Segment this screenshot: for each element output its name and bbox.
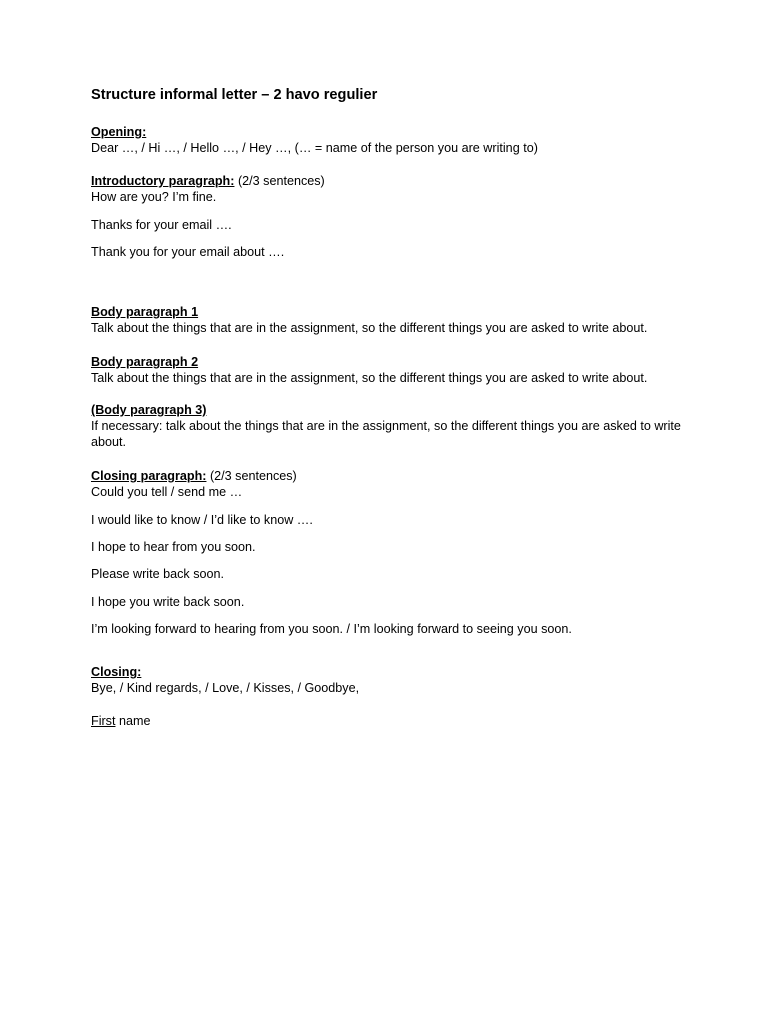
body-paragraph-2-heading: Body paragraph 2 xyxy=(91,355,199,369)
closing-paragraph-line-3: I hope to hear from you soon. xyxy=(91,540,256,554)
signature-first: First xyxy=(91,714,116,728)
body-paragraph-3-section xyxy=(91,402,681,450)
opening-section xyxy=(91,124,691,156)
introductory-heading: Introductory paragraph: xyxy=(91,174,235,188)
introductory-line-3: Thank you for your email about …. xyxy=(91,245,285,259)
closing-heading: Closing: xyxy=(91,665,142,679)
introductory-extra-2 xyxy=(91,244,691,260)
introductory-note: (2/3 sentences) xyxy=(234,174,325,188)
body-paragraph-3-text: If necessary: talk about the things that are in the assignment, so the different things you are asked to write about. xyxy=(91,419,681,449)
closing-line: Bye, / Kind regards, / Love, / Kisses, / Goodbye, xyxy=(91,681,360,695)
closing-paragraph-heading: Closing paragraph: xyxy=(91,469,207,483)
body-paragraph-1-text: Talk about the things that are in the assignment, so the different things you are asked to write about. xyxy=(91,321,648,335)
opening-line: Dear …, / Hi …, / Hello …, / Hey …, (… = name of the person you are writing to) xyxy=(91,141,538,155)
document-title: Structure informal letter – 2 havo regulier xyxy=(91,87,378,103)
closing-paragraph-extra-5 xyxy=(91,621,691,637)
body-paragraph-2-text: Talk about the things that are in the assignment, so the different things you are asked to write about. xyxy=(91,371,648,385)
body-paragraph-1-section xyxy=(91,304,691,336)
closing-paragraph-line-5: I hope you write back soon. xyxy=(91,595,245,609)
body-paragraph-1-heading: Body paragraph 1 xyxy=(91,305,199,319)
closing-section xyxy=(91,664,691,696)
signature-section xyxy=(91,713,691,729)
body-paragraph-2-section xyxy=(91,354,691,386)
closing-paragraph-line-6: I’m looking forward to hearing from you soon. / I’m looking forward to seeing you soon. xyxy=(91,622,572,636)
introductory-section xyxy=(91,173,691,205)
closing-paragraph-extra-1 xyxy=(91,512,691,528)
signature-line xyxy=(91,713,691,729)
introductory-heading-line xyxy=(91,173,691,189)
introductory-line-2: Thanks for your email …. xyxy=(91,218,232,232)
closing-paragraph-extra-4 xyxy=(91,594,691,610)
closing-paragraph-extra-2 xyxy=(91,539,691,555)
closing-paragraph-section xyxy=(91,468,691,500)
introductory-extra-1 xyxy=(91,217,691,233)
closing-paragraph-extra-3 xyxy=(91,566,691,582)
opening-heading: Opening: xyxy=(91,125,147,139)
closing-paragraph-line-1: Could you tell / send me … xyxy=(91,485,243,499)
closing-paragraph-heading-line xyxy=(91,468,691,484)
body-paragraph-3-heading: (Body paragraph 3) xyxy=(91,403,207,417)
closing-paragraph-line-2: I would like to know / I’d like to know …. xyxy=(91,513,313,527)
introductory-line-1: How are you? I’m fine. xyxy=(91,190,217,204)
signature-rest: name xyxy=(115,714,151,728)
closing-paragraph-note: (2/3 sentences) xyxy=(206,469,297,483)
closing-paragraph-line-4: Please write back soon. xyxy=(91,567,225,581)
